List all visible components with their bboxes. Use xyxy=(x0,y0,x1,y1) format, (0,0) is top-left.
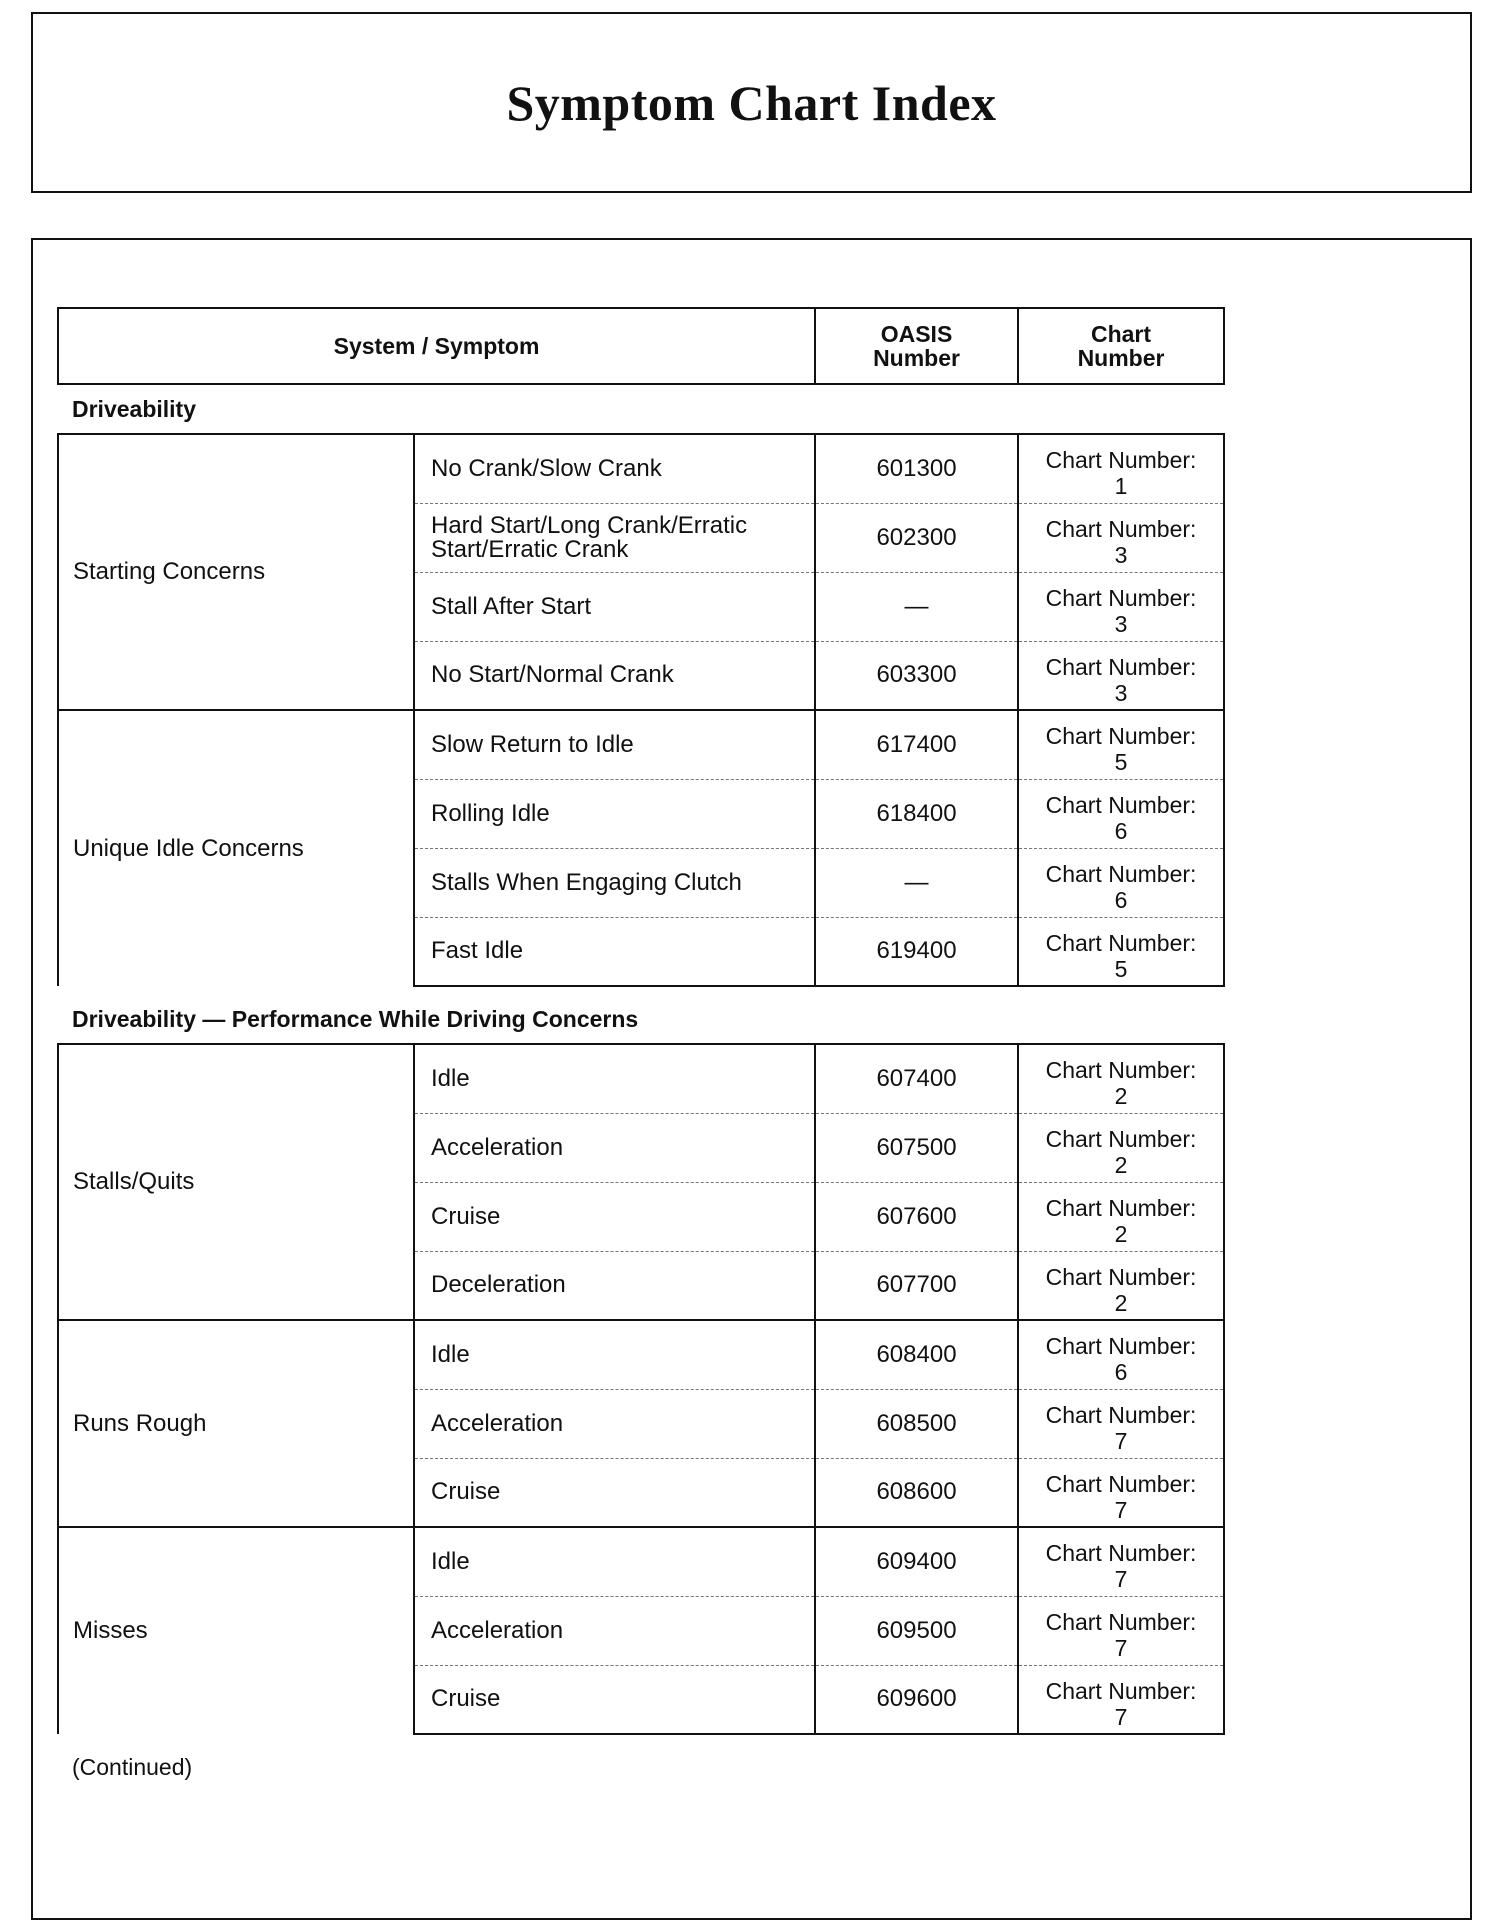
symptom-label: Cruise xyxy=(414,1182,815,1251)
oasis-number: 601300 xyxy=(815,434,1018,503)
continued-note: (Continued) xyxy=(72,1754,193,1780)
chart-number-cell xyxy=(1018,1320,1224,1389)
chart-number: 3 xyxy=(1114,679,1128,706)
chart-number-cell xyxy=(1018,1458,1224,1527)
symptom-label: Fast Idle xyxy=(414,917,815,986)
symptom-label: Stalls When Engaging Clutch xyxy=(414,848,815,917)
chart-number-cell xyxy=(1018,1527,1224,1596)
table-row xyxy=(58,710,1224,779)
chart-number: 6 xyxy=(1114,886,1128,913)
oasis-number: 617400 xyxy=(815,710,1018,779)
oasis-number: 602300 xyxy=(815,503,1018,572)
table-row xyxy=(58,434,1224,503)
chart-number-cell xyxy=(1018,848,1224,917)
chart-label: Chart Number: xyxy=(1045,1677,1197,1704)
oasis-number: 609500 xyxy=(815,1596,1018,1665)
chart-label: Chart Number: xyxy=(1045,723,1197,749)
category-label: Misses xyxy=(58,1527,414,1734)
section-table-driveability xyxy=(57,433,1225,987)
chart-number: 3 xyxy=(1114,541,1128,568)
chart-number: 7 xyxy=(1114,1703,1128,1730)
chart-number-cell xyxy=(1018,779,1224,848)
chart-number: 6 xyxy=(1114,1359,1128,1385)
chart-number: 7 xyxy=(1114,1634,1128,1661)
header-chart-line2: Number xyxy=(1077,345,1165,371)
header-oasis-line2: Number xyxy=(873,345,960,371)
symptom-label: No Start/Normal Crank xyxy=(414,641,815,710)
chart-label: Chart Number: xyxy=(1045,1263,1197,1290)
chart-number: 1 xyxy=(1114,473,1128,499)
symptom-label: Stall After Start xyxy=(414,572,815,641)
chart-number-cell xyxy=(1018,572,1224,641)
oasis-number: — xyxy=(815,848,1018,917)
category-label: Starting Concerns xyxy=(58,434,414,710)
chart-number: 7 xyxy=(1114,1496,1128,1523)
chart-number-cell xyxy=(1018,1044,1224,1113)
symptom-label: Acceleration xyxy=(414,1389,815,1458)
symptom-label: Cruise xyxy=(414,1665,815,1734)
oasis-number: 608400 xyxy=(815,1320,1018,1389)
header-oasis-line1: OASIS xyxy=(880,321,953,347)
chart-number-cell xyxy=(1018,1113,1224,1182)
oasis-number: 608500 xyxy=(815,1389,1018,1458)
chart-label: Chart Number: xyxy=(1045,1057,1197,1083)
chart-label: Chart Number: xyxy=(1045,860,1197,887)
symptom-label: Deceleration xyxy=(414,1251,815,1320)
chart-number-cell xyxy=(1018,1182,1224,1251)
chart-number-cell xyxy=(1018,917,1224,986)
chart-label: Chart Number: xyxy=(1045,1333,1197,1359)
chart-label: Chart Number: xyxy=(1045,791,1197,818)
table-row xyxy=(58,1320,1224,1389)
section-table-performance xyxy=(57,1043,1225,1735)
symptom-label: Hard Start/Long Crank/Erratic Start/Erratic Crank xyxy=(414,503,815,572)
chart-number: 2 xyxy=(1114,1083,1128,1109)
oasis-number: 608600 xyxy=(815,1458,1018,1527)
chart-number: 5 xyxy=(1114,955,1128,982)
chart-number: 2 xyxy=(1114,1289,1128,1316)
oasis-number: 607500 xyxy=(815,1113,1018,1182)
chart-label: Chart Number: xyxy=(1045,1608,1197,1635)
oasis-number: 619400 xyxy=(815,917,1018,986)
symptom-label: Idle xyxy=(414,1527,815,1596)
chart-number-cell xyxy=(1018,641,1224,710)
category-label: Runs Rough xyxy=(58,1320,414,1527)
header-oasis-number xyxy=(815,308,1018,384)
chart-label: Chart Number: xyxy=(1045,1401,1197,1428)
chart-label: Chart Number: xyxy=(1045,1540,1197,1566)
chart-label: Chart Number: xyxy=(1045,653,1197,680)
oasis-number: 607400 xyxy=(815,1044,1018,1113)
chart-label: Chart Number: xyxy=(1045,1470,1197,1497)
table-row xyxy=(58,1527,1224,1596)
header-chart-line1: Chart xyxy=(1090,321,1152,347)
symptom-label: Rolling Idle xyxy=(414,779,815,848)
chart-label: Chart Number: xyxy=(1045,1194,1197,1221)
chart-label: Chart Number: xyxy=(1045,515,1197,542)
symptom-label: Cruise xyxy=(414,1458,815,1527)
chart-number-cell xyxy=(1018,710,1224,779)
chart-label: Chart Number: xyxy=(1045,584,1197,611)
oasis-number: — xyxy=(815,572,1018,641)
oasis-number: 607700 xyxy=(815,1251,1018,1320)
oasis-number: 609400 xyxy=(815,1527,1018,1596)
section-title: Driveability — Performance While Driving Concerns xyxy=(72,1006,639,1032)
symptom-label: Slow Return to Idle xyxy=(414,710,815,779)
title-box xyxy=(31,12,1472,193)
table-row xyxy=(58,1044,1224,1113)
category-label: Stalls/Quits xyxy=(58,1044,414,1320)
chart-number-cell xyxy=(1018,1251,1224,1320)
symptom-label: Acceleration xyxy=(414,1596,815,1665)
chart-number: 5 xyxy=(1114,749,1128,775)
symptom-label: Idle xyxy=(414,1044,815,1113)
oasis-number: 618400 xyxy=(815,779,1018,848)
chart-number-cell xyxy=(1018,434,1224,503)
chart-number-cell xyxy=(1018,1389,1224,1458)
page-title: Symptom Chart Index xyxy=(506,74,997,131)
header-system-symptom: System / Symptom xyxy=(58,308,815,384)
chart-label: Chart Number: xyxy=(1045,447,1197,473)
table-header xyxy=(57,307,1225,385)
chart-number: 7 xyxy=(1114,1427,1128,1454)
symptom-label: No Crank/Slow Crank xyxy=(414,434,815,503)
category-label: Unique Idle Concerns xyxy=(58,710,414,986)
symptom-label: Idle xyxy=(414,1320,815,1389)
chart-number: 2 xyxy=(1114,1151,1128,1178)
chart-label: Chart Number: xyxy=(1045,1125,1197,1152)
section-title: Driveability xyxy=(72,396,196,422)
oasis-number: 603300 xyxy=(815,641,1018,710)
chart-number: 2 xyxy=(1114,1220,1128,1247)
oasis-number: 607600 xyxy=(815,1182,1018,1251)
chart-number-cell xyxy=(1018,1596,1224,1665)
chart-number: 3 xyxy=(1114,610,1128,637)
chart-number: 7 xyxy=(1114,1566,1128,1592)
chart-number-cell xyxy=(1018,1665,1224,1734)
chart-number: 6 xyxy=(1114,817,1128,844)
header-chart-number xyxy=(1018,308,1224,384)
oasis-number: 609600 xyxy=(815,1665,1018,1734)
chart-number-cell xyxy=(1018,503,1224,572)
chart-label: Chart Number: xyxy=(1045,929,1197,956)
symptom-label: Acceleration xyxy=(414,1113,815,1182)
